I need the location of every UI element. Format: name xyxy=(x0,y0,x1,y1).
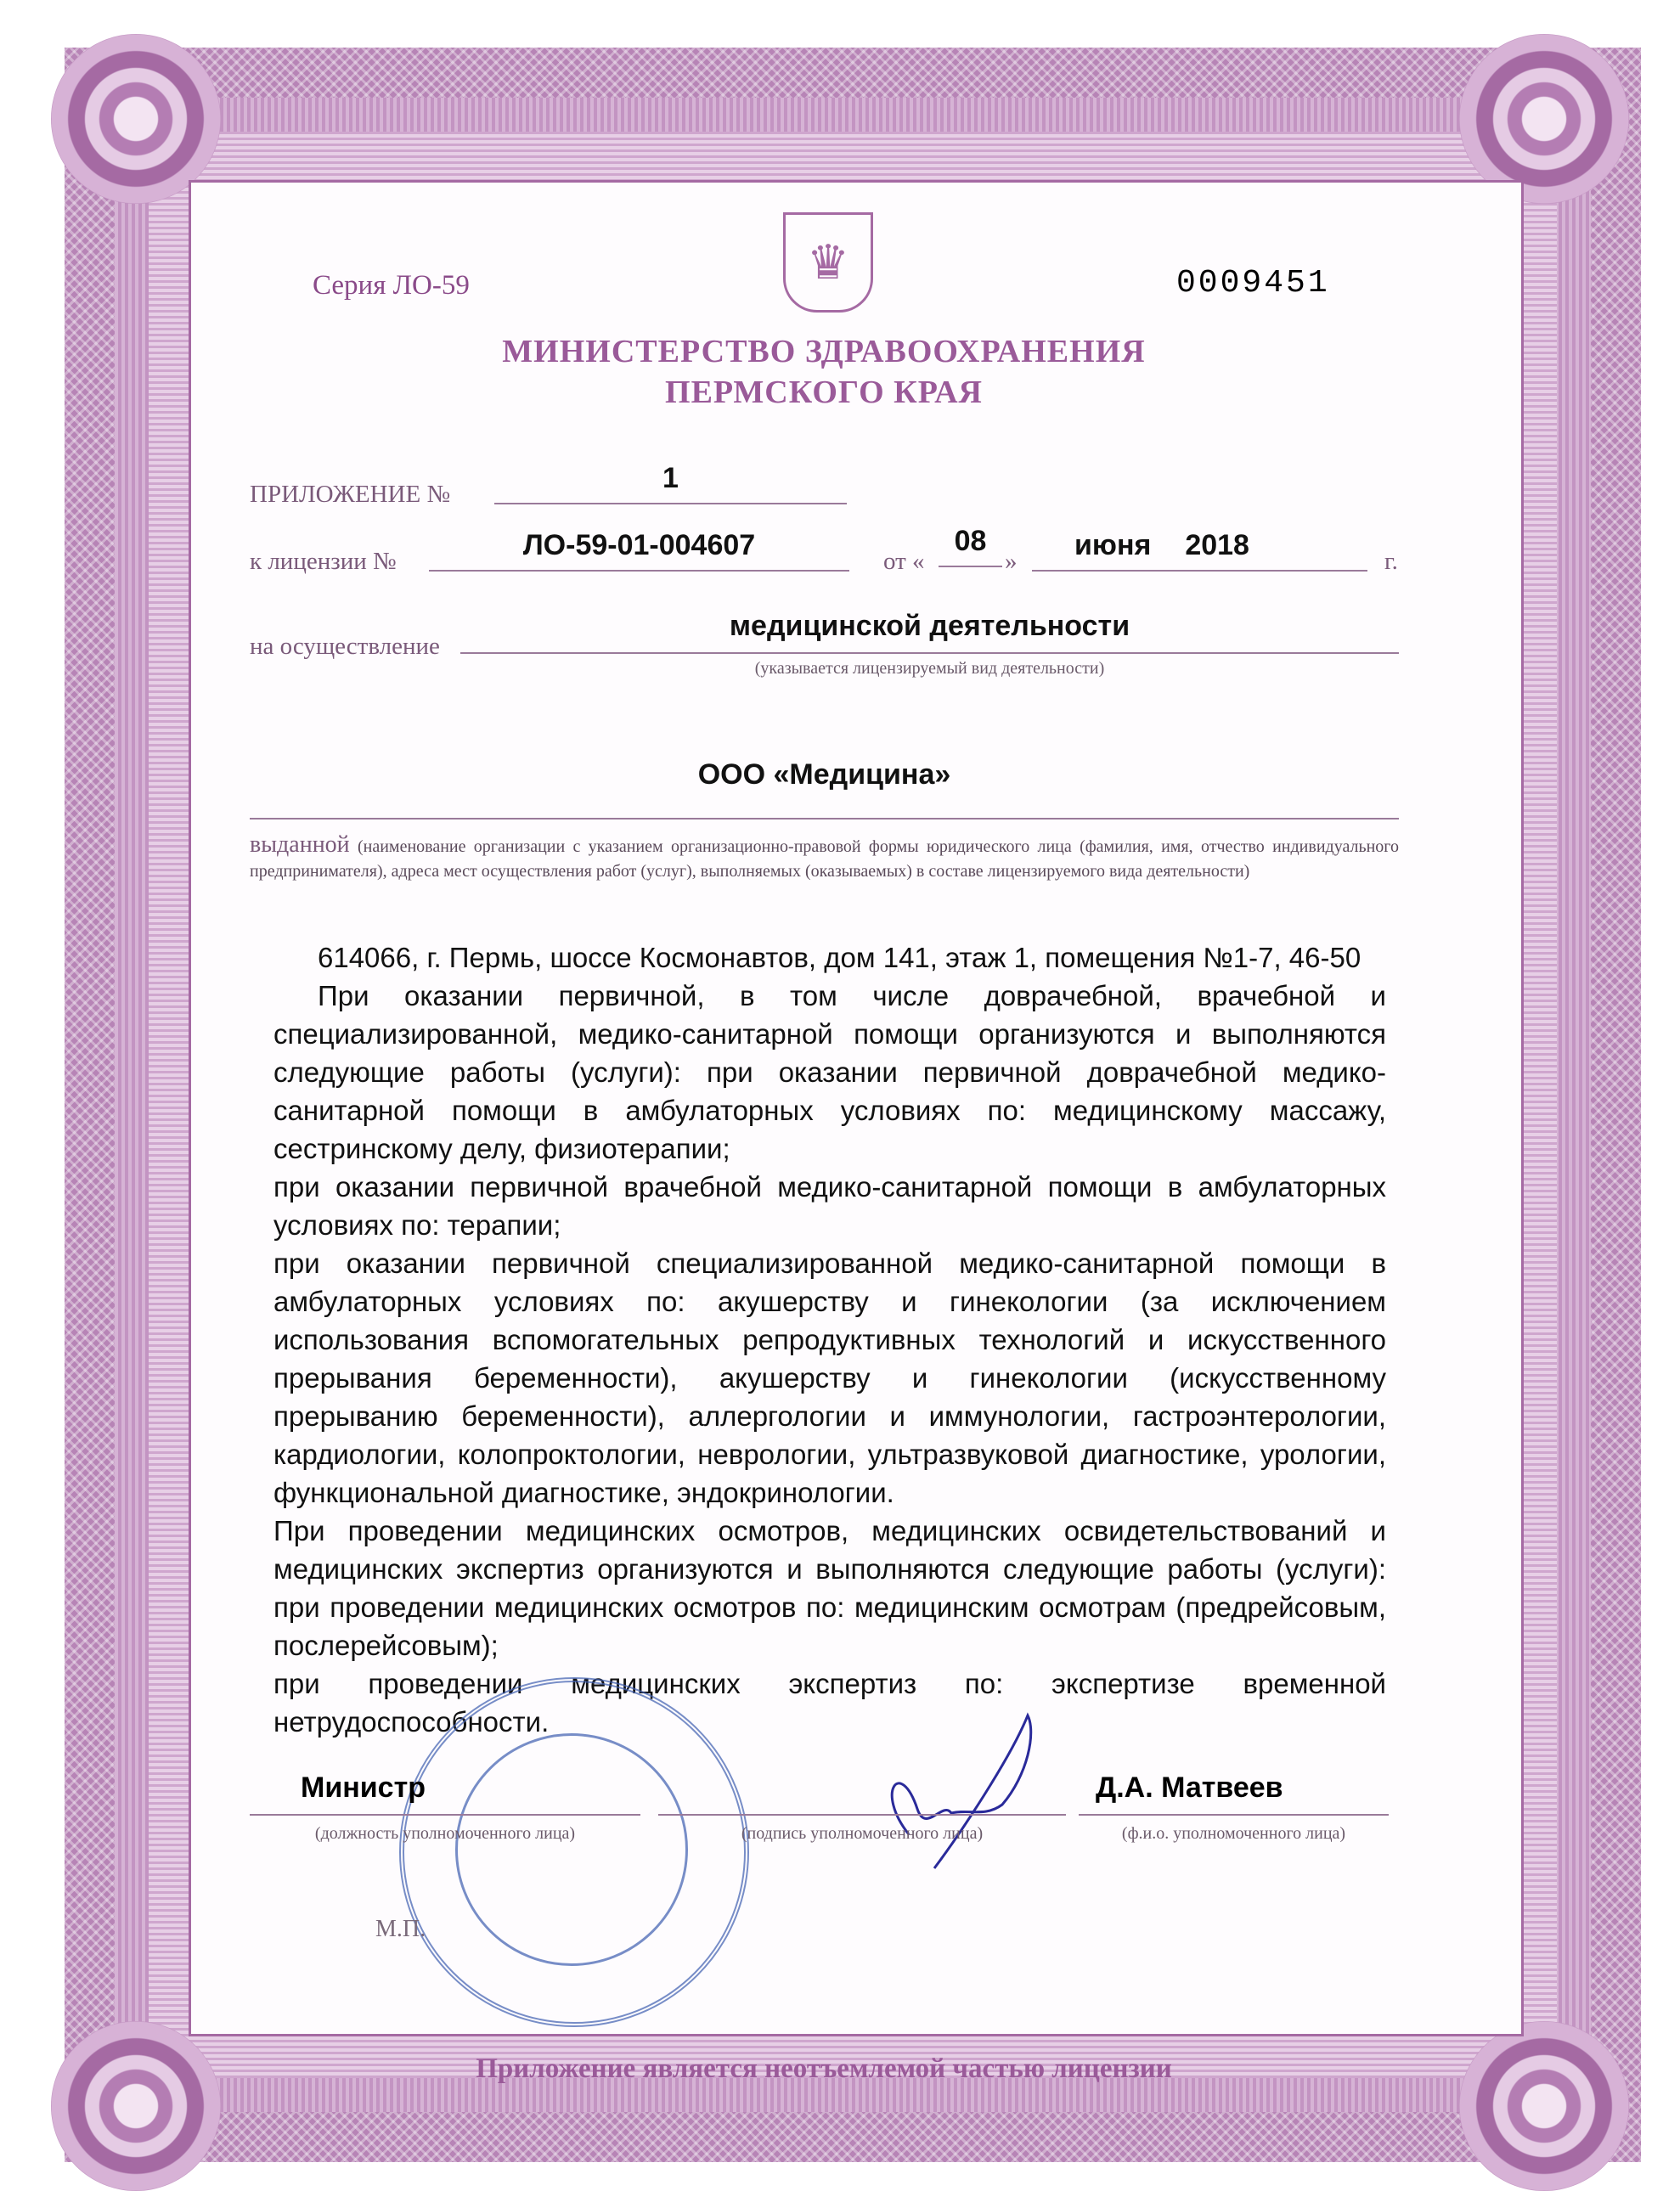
footer-note: Приложение является неотъемлемой частью лицензии xyxy=(476,2053,1172,2084)
coat-of-arms-icon: ♛ xyxy=(783,212,873,313)
ministry-title-line2: ПЕРМСКОГО КРАЯ xyxy=(665,375,983,410)
signature-line xyxy=(658,1814,1066,1816)
name-line xyxy=(1079,1814,1389,1816)
form-number: 0009451 xyxy=(1176,265,1330,301)
date-month-year xyxy=(1032,529,1367,572)
rosette-icon xyxy=(51,2021,221,2191)
body-paragraph: При оказании первичной, в том числе доврачебной, врачебной и специализированной, медико-санитарной помощи организуются и выполняются следующие работы (услуги): при оказании первичной доврачебной медико-санитарной помощи в амбулаторных условиях по: медицинскому массажу, сестринскому делу, физиотерапии; xyxy=(273,980,1386,1164)
date-day-close: » xyxy=(1005,548,1018,575)
date-month: июня xyxy=(1074,529,1152,561)
activity-hint: (указывается лицензируемый вид деятельности) xyxy=(754,659,1105,678)
series-label: Серия ЛО-59 xyxy=(313,270,470,301)
signer-position: Министр xyxy=(301,1771,426,1804)
body-paragraph: при оказании первичной врачебной медико-санитарной помощи в амбулаторных условиях по: терапии; xyxy=(273,1171,1386,1241)
issued-block xyxy=(250,832,1399,884)
position-hint: (должность уполномоченного лица) xyxy=(314,1824,576,1843)
license-body xyxy=(273,938,1386,1741)
organization-name: ООО «Медицина» xyxy=(250,758,1399,820)
rosette-icon xyxy=(51,34,221,204)
signature-hint: (подпись уполномоченного лица) xyxy=(741,1824,984,1843)
activity-value: медицинской деятельности xyxy=(460,610,1399,654)
position-line xyxy=(250,1814,640,1816)
name-hint: (ф.и.о. уполномоченного лица) xyxy=(1121,1824,1346,1843)
body-paragraph: при проведении медицинских экспертиз по: экспертизе временной нетрудоспособности. xyxy=(273,1668,1386,1738)
address: 614066, г. Пермь, шоссе Космонавтов, дом 141, этаж 1, помещения №1-7, 46-50 xyxy=(318,942,1361,973)
date-day: 08 xyxy=(939,525,1002,567)
year-suffix: г. xyxy=(1384,548,1398,575)
appendix-number: 1 xyxy=(494,462,847,504)
rosette-icon xyxy=(1459,2021,1629,2191)
signature-scribble xyxy=(858,1707,1053,1877)
stamp-coat-of-arms xyxy=(455,1733,688,1966)
ministry-title-line1: МИНИСТЕРСТВО ЗДРАВООХРАНЕНИЯ xyxy=(502,334,1146,369)
date-year: 2018 xyxy=(1185,529,1249,561)
date-from-label: от « xyxy=(883,548,925,575)
official-stamp xyxy=(399,1677,749,2027)
body-paragraph: при оказании первичной специализированной медико-санитарной помощи в амбулаторных условиях по: акушерству и гинекологии (за исключением использования вспомогательных репродуктивных технологий и искусственного прерывания беременности), акушерству и гинекологии (искусственному прерыванию беременности), аллергологии и иммунологии, гастроэнтерологии, кардиологии, колопроктологии, неврологии, ультразвуковой диагностике, урологии, функциональной диагностике, эндокринологии. xyxy=(273,1248,1386,1508)
rosette-icon xyxy=(1459,34,1629,204)
appendix-label: ПРИЛОЖЕНИЕ № xyxy=(250,481,451,508)
activity-label: на осуществление xyxy=(250,633,440,660)
seal-place-label: М.П. xyxy=(375,1916,426,1942)
issued-label: выданной xyxy=(250,831,350,858)
signer-name: Д.А. Матвеев xyxy=(1096,1771,1283,1804)
body-paragraph: При проведении медицинских осмотров, медицинских освидетельствований и медицинских экспертиз организуются и выполняются следующие работы (услуги): при проведении медицинских осмотров по: медицинским осмотрам (предрейсовым, послерейсовым); xyxy=(273,1515,1386,1661)
license-number: ЛО-59-01-004607 xyxy=(429,529,849,572)
issued-hint: (наименование организации с указанием организационно-правовой формы юридического лица (фамилия, имя, отчество индивидуального предпринимателя), адреса мест осуществления работ (услуг), выполняемых (оказываемых) в составе лицензируемого вида деятельности) xyxy=(250,837,1400,881)
license-label: к лицензии № xyxy=(250,548,397,575)
